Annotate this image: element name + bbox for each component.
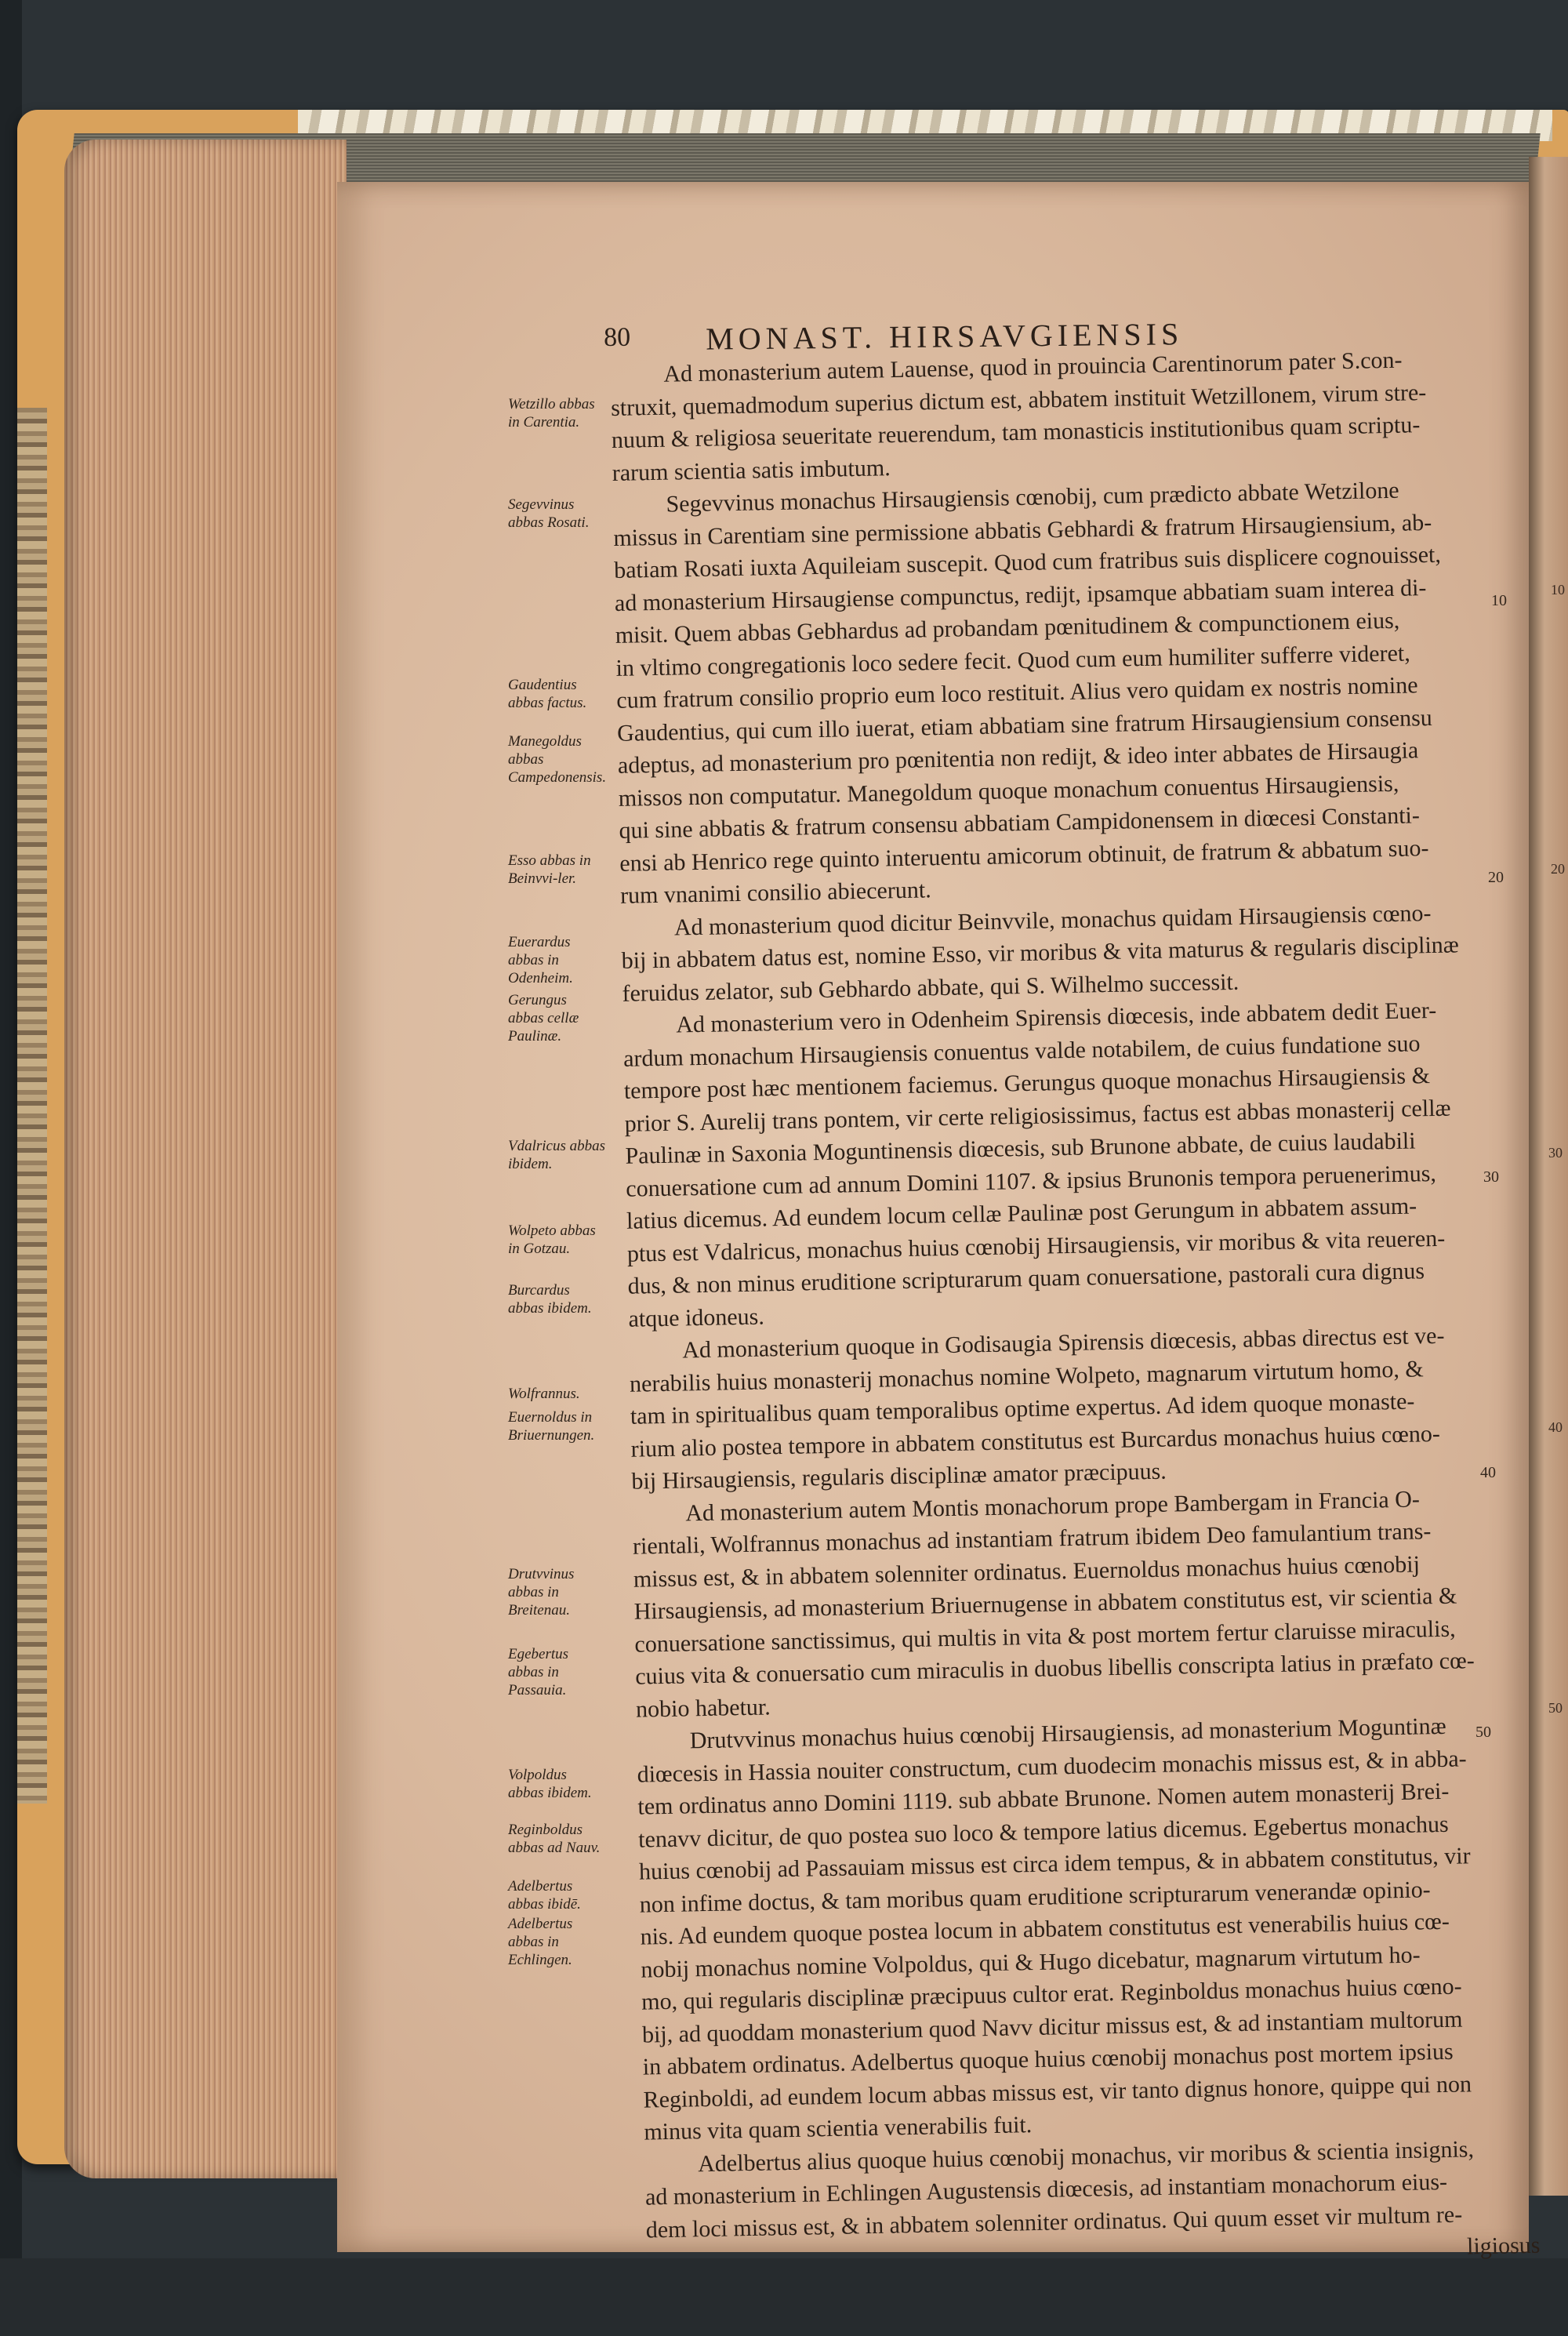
text-line: Hirsaugiensis, ad monasterium Briuernugense in abbatem constitutus est, vir scientia & xyxy=(633,1582,1457,1625)
line-number: 40 xyxy=(1480,1464,1496,1481)
margin-note: Egebertus abbas in Passauia. xyxy=(508,1646,569,1698)
margin-note: Drutvvinus abbas in Breitenau. xyxy=(508,1566,575,1618)
text-line: ardum monachum Hirsaugiensis conuentus valde notabilem, de cuius fundatione suo xyxy=(622,1030,1421,1072)
page-block-fore-edge xyxy=(64,140,347,2178)
text-line: conuersatione cum ad annum Domini 1107. & ipsius Brunonis tempora peruenerimus, xyxy=(625,1160,1437,1202)
text-line: Ad monasterium quod dicitur Beinvvile, monachus quidam Hirsaugiensis cœno- xyxy=(673,899,1432,941)
text-line: nobij monachus nomine Volpoldus, qui & Hugo dicebatur, magnarum virtutum ho- xyxy=(641,1942,1421,1983)
margin-note: Wolfrannus. xyxy=(508,1386,580,1402)
text-line: missos non computatur. Manegoldum quoque monachum conuentus Hirsaugiensis, xyxy=(618,770,1399,812)
text-line: Ad monasterium autem Lauense, quod in prouincia Carentinorum pater S.con- xyxy=(663,347,1403,387)
text-line: Ad monasterium autem Montis monachorum prope Bambergam in Francia O- xyxy=(684,1485,1421,1526)
text-line: tenavv dicitur, de quo postea suo loco & tempore latius dicemus. Egebertus monachus xyxy=(637,1811,1449,1853)
text-line: bij Hirsaugiensis, regularis disciplinæ amator præcipuus. xyxy=(631,1458,1167,1495)
text-line: Segevvinus monachus Hirsaugiensis cœnobij, cum prædicto abbate Wetzilone xyxy=(666,477,1399,518)
paragraph xyxy=(629,1318,1526,1498)
line-number: 20 xyxy=(1488,869,1504,886)
paragraph xyxy=(612,472,1514,912)
text-line: qui sine abbatis & fratrum consensu abbatiam Campidonensem in diœcesi Constanti- xyxy=(619,802,1421,844)
main-text xyxy=(610,342,1541,2279)
text-line: missus est, & in abbatem solenniter ordinatus. Euernoldus monachus huius cœnobij xyxy=(633,1550,1421,1593)
text-line: Drutvvinus monachus huius cœnobij Hirsaugiensis, ad monasterium Moguntinæ xyxy=(689,1713,1446,1754)
text-line: rum vnanimi consilio abiecerunt. xyxy=(619,877,931,909)
paragraph xyxy=(632,1480,1530,1725)
text-line: ptus est Vdalricus, monachus huius cœnobij Hirsaugiensis, vir moribus & vita reueren- xyxy=(626,1225,1446,1267)
margin-note: Adelbertus abbas in Echlingen. xyxy=(508,1916,573,1968)
line-number: 10 xyxy=(1491,592,1507,609)
margin-note: Volpoldus abbas ibidem. xyxy=(508,1767,592,1801)
text-line: prior S. Aurelij trans pontem, vir certe religiosissimus, factus est abbas monasterij cellæ xyxy=(624,1095,1451,1137)
text-line: in abbatem ordinatus. Adelbertus quoque huius cœnobij monachus post mortem ipsius xyxy=(642,2038,1454,2080)
text-line: tempore post hæc mentionem faciemus. Gerungus quoque monachus Hirsaugiensis & xyxy=(623,1063,1431,1104)
text-line: nerabilis huius monasterij monachus nomine Wolpeto, magnarum virtutum homo, & xyxy=(629,1355,1424,1397)
text-line: dem loci missus est, & in abbatem solenniter ordinatus. Qui quum esset vir multum re- xyxy=(645,2201,1463,2243)
facing-page-line-number: 50 xyxy=(1548,1700,1563,1716)
margin-note: Euernoldus in Briuernungen. xyxy=(508,1409,595,1444)
paragraph xyxy=(622,993,1523,1335)
text-line: cum fratrum consilio proprio eum loco restituit. Alius vero quidam ex nostris nomine xyxy=(616,672,1418,714)
margin-note: Manegoldus abbas Campedonensis. xyxy=(508,733,607,786)
text-line: Reginboldi, ad eundem locum abbas missus est, vir tanto dignus honore, quippe qui non xyxy=(643,2070,1472,2113)
margin-note: Euerardus abbas in Odenheim. xyxy=(508,934,573,986)
text-line: bij in abbatem datus est, nomine Esso, vir moribus & vita maturus & regularis disciplinæ xyxy=(621,932,1460,974)
text-line: non infime doctus, & tam moribus quam eruditione scripturarum venerandæ opinio- xyxy=(639,1876,1431,1918)
text-line: ensi ab Henrico rege quinto interuentu amicorum obtinuit, de fratrum & abbatum suo- xyxy=(619,834,1429,877)
line-number: 50 xyxy=(1475,1724,1491,1741)
text-line: cuius vita & conuersatio cum miraculis in duobus libellis conscripta latius in præfato cœ- xyxy=(634,1648,1475,1690)
margin-note: Esso abbas in Beinvvi-ler. xyxy=(508,852,591,887)
text-line: nis. Ad eundem quoque postea locum in abbatem constitutus est venerabilis huius cœ- xyxy=(640,1908,1450,1950)
margin-note: Wolpeto abbas in Gotzau. xyxy=(508,1222,596,1257)
text-line: nuum & religiosa seueritate reuerendum, tam monasticis institutionibus quam scriptu- xyxy=(611,412,1421,453)
line-number: 30 xyxy=(1483,1168,1499,1186)
text-line: huius cœnobij ad Passauiam missus est circa idem tempus, & in abbatem constitutus, vir xyxy=(638,1843,1471,1885)
text-line: diœcesis in Hassia nouiter constructum, cum duodecim monachis missus est, & in abba- xyxy=(637,1745,1467,1788)
facing-page-line-number: 30 xyxy=(1548,1145,1563,1161)
text-line: tem ordinatus anno Domini 1119. sub abbate Brunone. Nomen autem monasterij Brei- xyxy=(637,1778,1450,1820)
text-line: misit. Quem abbas Gebhardus ad probandam pœnitudinem & compunctionem eius, xyxy=(615,607,1400,648)
text-line: Ad monasterium vero in Odenheim Spirensis diœcesis, inde abbatem dedit Euer- xyxy=(675,997,1437,1038)
text-line: rientali, Wolfrannus monachus ad instantiam fratrum ibidem Deo famulantium trans- xyxy=(632,1518,1432,1560)
margin-note: Reginboldus abbas ad Nauv. xyxy=(508,1822,601,1856)
facing-page-edge xyxy=(1529,157,1568,2196)
margin-note: Gaudentius abbas factus. xyxy=(508,677,587,711)
text-line: Ad monasterium quoque in Godisaugia Spirensis diœcesis, abbas directus est ve- xyxy=(681,1322,1445,1364)
text-line: missus in Carentiam sine permissione abbatis Gebhardi & fratrum Hirsaugiensium, ab- xyxy=(613,509,1432,551)
text-line: ad monasterium in Echlingen Augustensis diœcesis, ad instantiam monachorum eius- xyxy=(644,2168,1448,2211)
text-line: mo, qui regularis disciplinæ præcipuus cultor erat. Reginboldus monachus huius cœno- xyxy=(641,1973,1462,2015)
text-line: Gaudentius, qui cum illo iuerat, etiam abbatiam sine fratrum Hirsaugiensium consensu xyxy=(616,704,1433,747)
text-line: rarum scientia satis imbutum. xyxy=(612,454,891,486)
text-line: latius dicemus. Ad eundem locum cellæ Paulinæ post Gerungum in abbatem assum- xyxy=(626,1193,1417,1234)
text-line: in vltimo congregationis loco sedere fecit. Quod cum eum humiliter sufferre videret, xyxy=(615,639,1411,681)
margin-note: Adelbertus abbas ibidē. xyxy=(508,1878,581,1913)
text-line: adeptus, ad monasterium pro pœnitentia non redijt, & ideo inter abbates de Hirsaugia xyxy=(617,737,1419,779)
paragraph xyxy=(610,342,1506,489)
running-title: MONAST. HIRSAVGIENSIS xyxy=(705,316,1184,357)
text-line: rium alio postea tempore in abbatem constitutus est Burcardus monachus huius cœno- xyxy=(630,1420,1441,1462)
text-line: dus, & non minus eruditione scripturarum quam conuersatione, pastorali cura dignus xyxy=(627,1258,1425,1299)
margin-note: Wetzillo abbas in Carentia. xyxy=(508,396,595,431)
text-line: Adelbertus alius quoque huius cœnobij monachus, vir moribus & scientia insignis, xyxy=(697,2135,1475,2177)
text-line: ad monasterium Hirsaugiense compunctus, redijt, ipsamque abbatiam suam interea di- xyxy=(614,574,1427,616)
facing-page-line-number: 20 xyxy=(1551,861,1565,877)
margin-note: Burcardus abbas ibidem. xyxy=(508,1282,592,1317)
text-line: nobio habetur. xyxy=(635,1693,771,1723)
text-line: atque idoneus. xyxy=(628,1302,765,1332)
text-line: struxit, quemadmodum superius dictum est, abbatem instituit Wetzillonem, virum stre- xyxy=(610,379,1427,421)
facing-page-line-number: 40 xyxy=(1548,1419,1563,1435)
text-line: conuersatione sanctissimus, qui multis in vita & post mortem fertur claruisse miraculis, xyxy=(634,1615,1456,1658)
text-line: batiam Rosati iuxta Aquileiam suscepit. Quod cum fratribus suis displicere cognouisset, xyxy=(613,541,1442,583)
text-line: tam in spiritualibus quam temporalibus optime expertus. Ad idem quoque monaste- xyxy=(630,1388,1415,1430)
paragraph xyxy=(621,895,1516,1009)
page-number: 80 xyxy=(604,322,631,352)
margin-note: Gerungus abbas cellæ Paulinæ. xyxy=(508,992,579,1044)
margin-note: Vdalricus abbas ibidem. xyxy=(508,1138,606,1172)
paragraph xyxy=(636,1709,1537,2149)
text-line: feruidus zelator, sub Gebhardo abbate, qui S. Wilhelmo successit. xyxy=(622,968,1240,1007)
text-line: ligiosus xyxy=(1466,2232,1541,2260)
paragraph xyxy=(644,2131,1541,2279)
text-line: Paulinæ in Saxonia Moguntinensis diœcesis, sub Brunone abbate, de cuius laudabili xyxy=(625,1128,1416,1169)
text-line: bij, ad quoddam monasterium quod Navv dicitur missus est, & ad instantiam multorum xyxy=(641,2006,1463,2048)
margin-note: Segevvinus abbas Rosati. xyxy=(508,496,590,531)
text-line: minus vita quam scientia venerabilis fuit. xyxy=(644,2112,1033,2145)
book-spine-edge xyxy=(17,408,47,1804)
facing-page-line-number: 10 xyxy=(1551,582,1565,598)
